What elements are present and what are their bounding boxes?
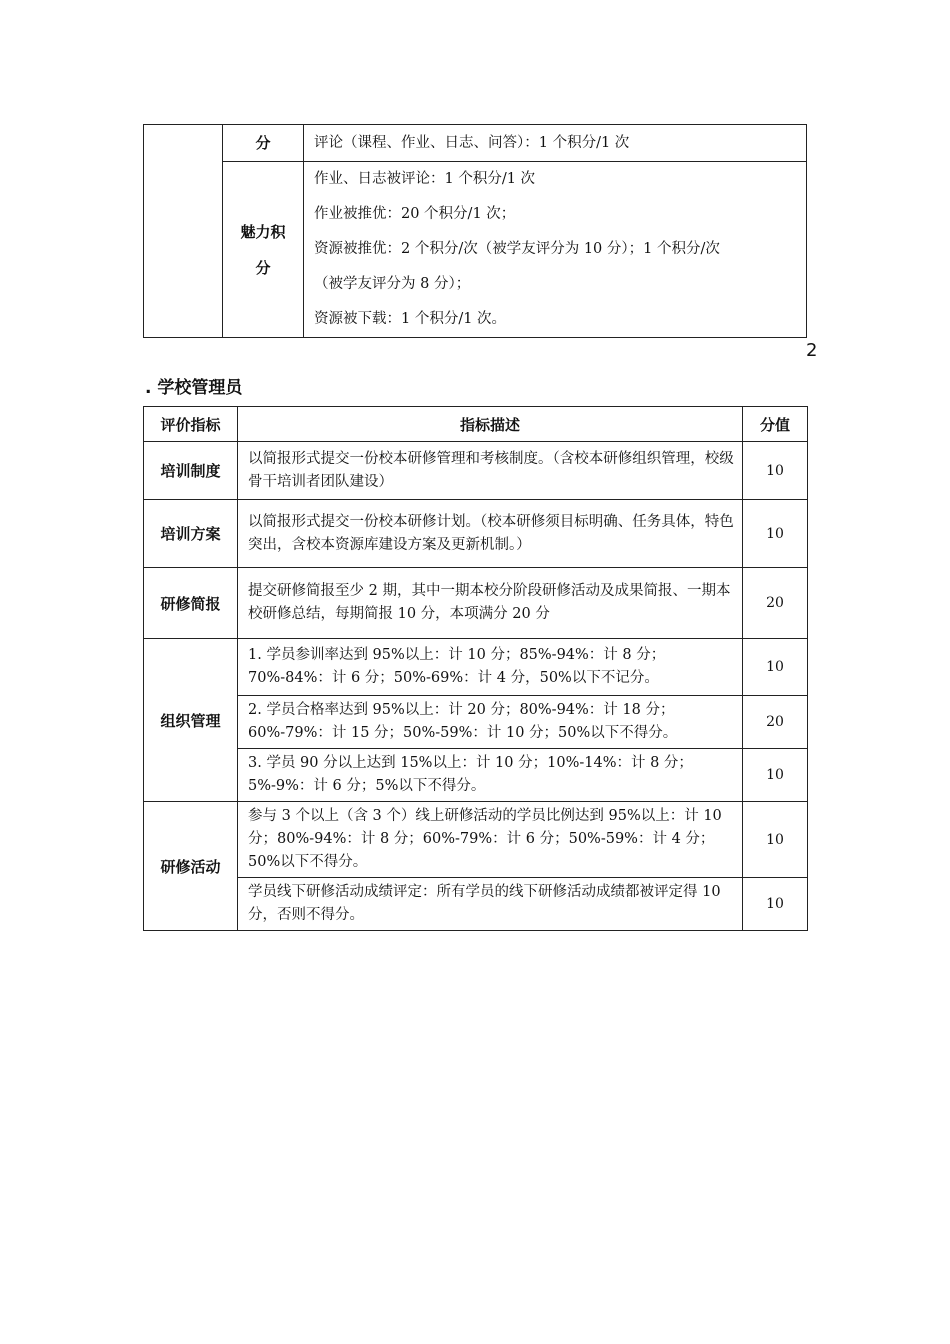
desc-line: 资源被推优：2 个积分/次（被学友评分为 10 分）；1 个积分/次	[314, 241, 720, 257]
indicator-cell: 培训制度	[144, 442, 238, 500]
evaluation-table	[143, 406, 808, 931]
score-cell: 10	[743, 802, 808, 878]
description-cell: 以简报形式提交一份校本研修计划。（校本研修须目标明确、任务具体，特色突出，含校本资源库建设方案及更新机制。）	[238, 500, 743, 568]
description-cell: 参与 3 个以上（含 3 个）线上研修活动的学员比例达到 95%以上：计 10 分；80%-94%：计 8 分；60%-79%：计 6 分；50%-59%：计 4 分；50%以下不得分。	[238, 802, 743, 878]
score-cell: 10	[743, 639, 808, 696]
table-row	[144, 639, 808, 696]
score-cell: 20	[743, 696, 808, 749]
table-row	[144, 696, 808, 749]
row-desc: 评论（课程、作业、日志、问答）：1 个积分/1 次	[304, 125, 807, 162]
description-cell: 学员线下研修活动成绩评定：所有学员的线下研修活动成绩都被评定得 10 分，否则不得分。	[238, 878, 743, 931]
description-cell: 以简报形式提交一份校本研修管理和考核制度。（含校本研修组织管理，校级骨干培训者团队建设）	[238, 442, 743, 500]
score-cell: 10	[743, 749, 808, 802]
desc-line: （被学友评分为 8 分）；	[314, 276, 471, 292]
section-title: . 学校管理员	[145, 378, 243, 398]
indicator-cell: 组织管理	[144, 639, 238, 802]
indicator-cell: 研修简报	[144, 568, 238, 639]
desc-line: 资源被下载：1 个积分/1 次。	[314, 311, 507, 327]
description-cell: 2. 学员合格率达到 95%以上：计 20 分；80%-94%：计 18 分；60%-79%：计 15 分；50%-59%：计 10 分；50%以下不得分。	[238, 696, 743, 749]
header-indicator: 评价指标	[144, 407, 238, 442]
desc-line: 作业、日志被评论：1 个积分/1 次	[314, 171, 536, 187]
indicator-cell: 研修活动	[144, 802, 238, 931]
score-cell: 20	[743, 568, 808, 639]
header-score: 分值	[743, 407, 808, 442]
score-cell: 10	[743, 500, 808, 568]
header-row	[144, 407, 808, 442]
description-cell: 3. 学员 90 分以上达到 15%以上：计 10 分；10%-14%：计 8 分；5%-9%：计 6 分；5%以下不得分。	[238, 749, 743, 802]
row-label: 分	[223, 125, 304, 162]
table-row	[144, 442, 808, 500]
label-line: 分	[255, 258, 271, 277]
table-row	[144, 802, 808, 878]
table-row	[144, 749, 808, 802]
rules-continuation-table	[143, 124, 807, 338]
row-label	[223, 162, 304, 338]
row-desc	[304, 162, 807, 338]
category-cell	[144, 125, 223, 338]
indicator-cell: 培训方案	[144, 500, 238, 568]
page-number: 2	[806, 340, 818, 361]
table-row	[144, 568, 808, 639]
label-line: 魅力积	[240, 222, 286, 241]
table-row	[144, 500, 808, 568]
description-cell: 1. 学员参训率达到 95%以上：计 10 分；85%-94%：计 8 分；70%-84%：计 6 分；50%-69%：计 4 分，50%以下不记分。	[238, 639, 743, 696]
desc-line: 作业被推优：20 个积分/1 次；	[314, 206, 516, 222]
score-cell: 10	[743, 878, 808, 931]
score-cell: 10	[743, 442, 808, 500]
header-description: 指标描述	[238, 407, 743, 442]
table-row	[144, 878, 808, 931]
description-cell: 提交研修简报至少 2 期，其中一期本校分阶段研修活动及成果简报、一期本校研修总结，每期简报 10 分，本项满分 20 分	[238, 568, 743, 639]
